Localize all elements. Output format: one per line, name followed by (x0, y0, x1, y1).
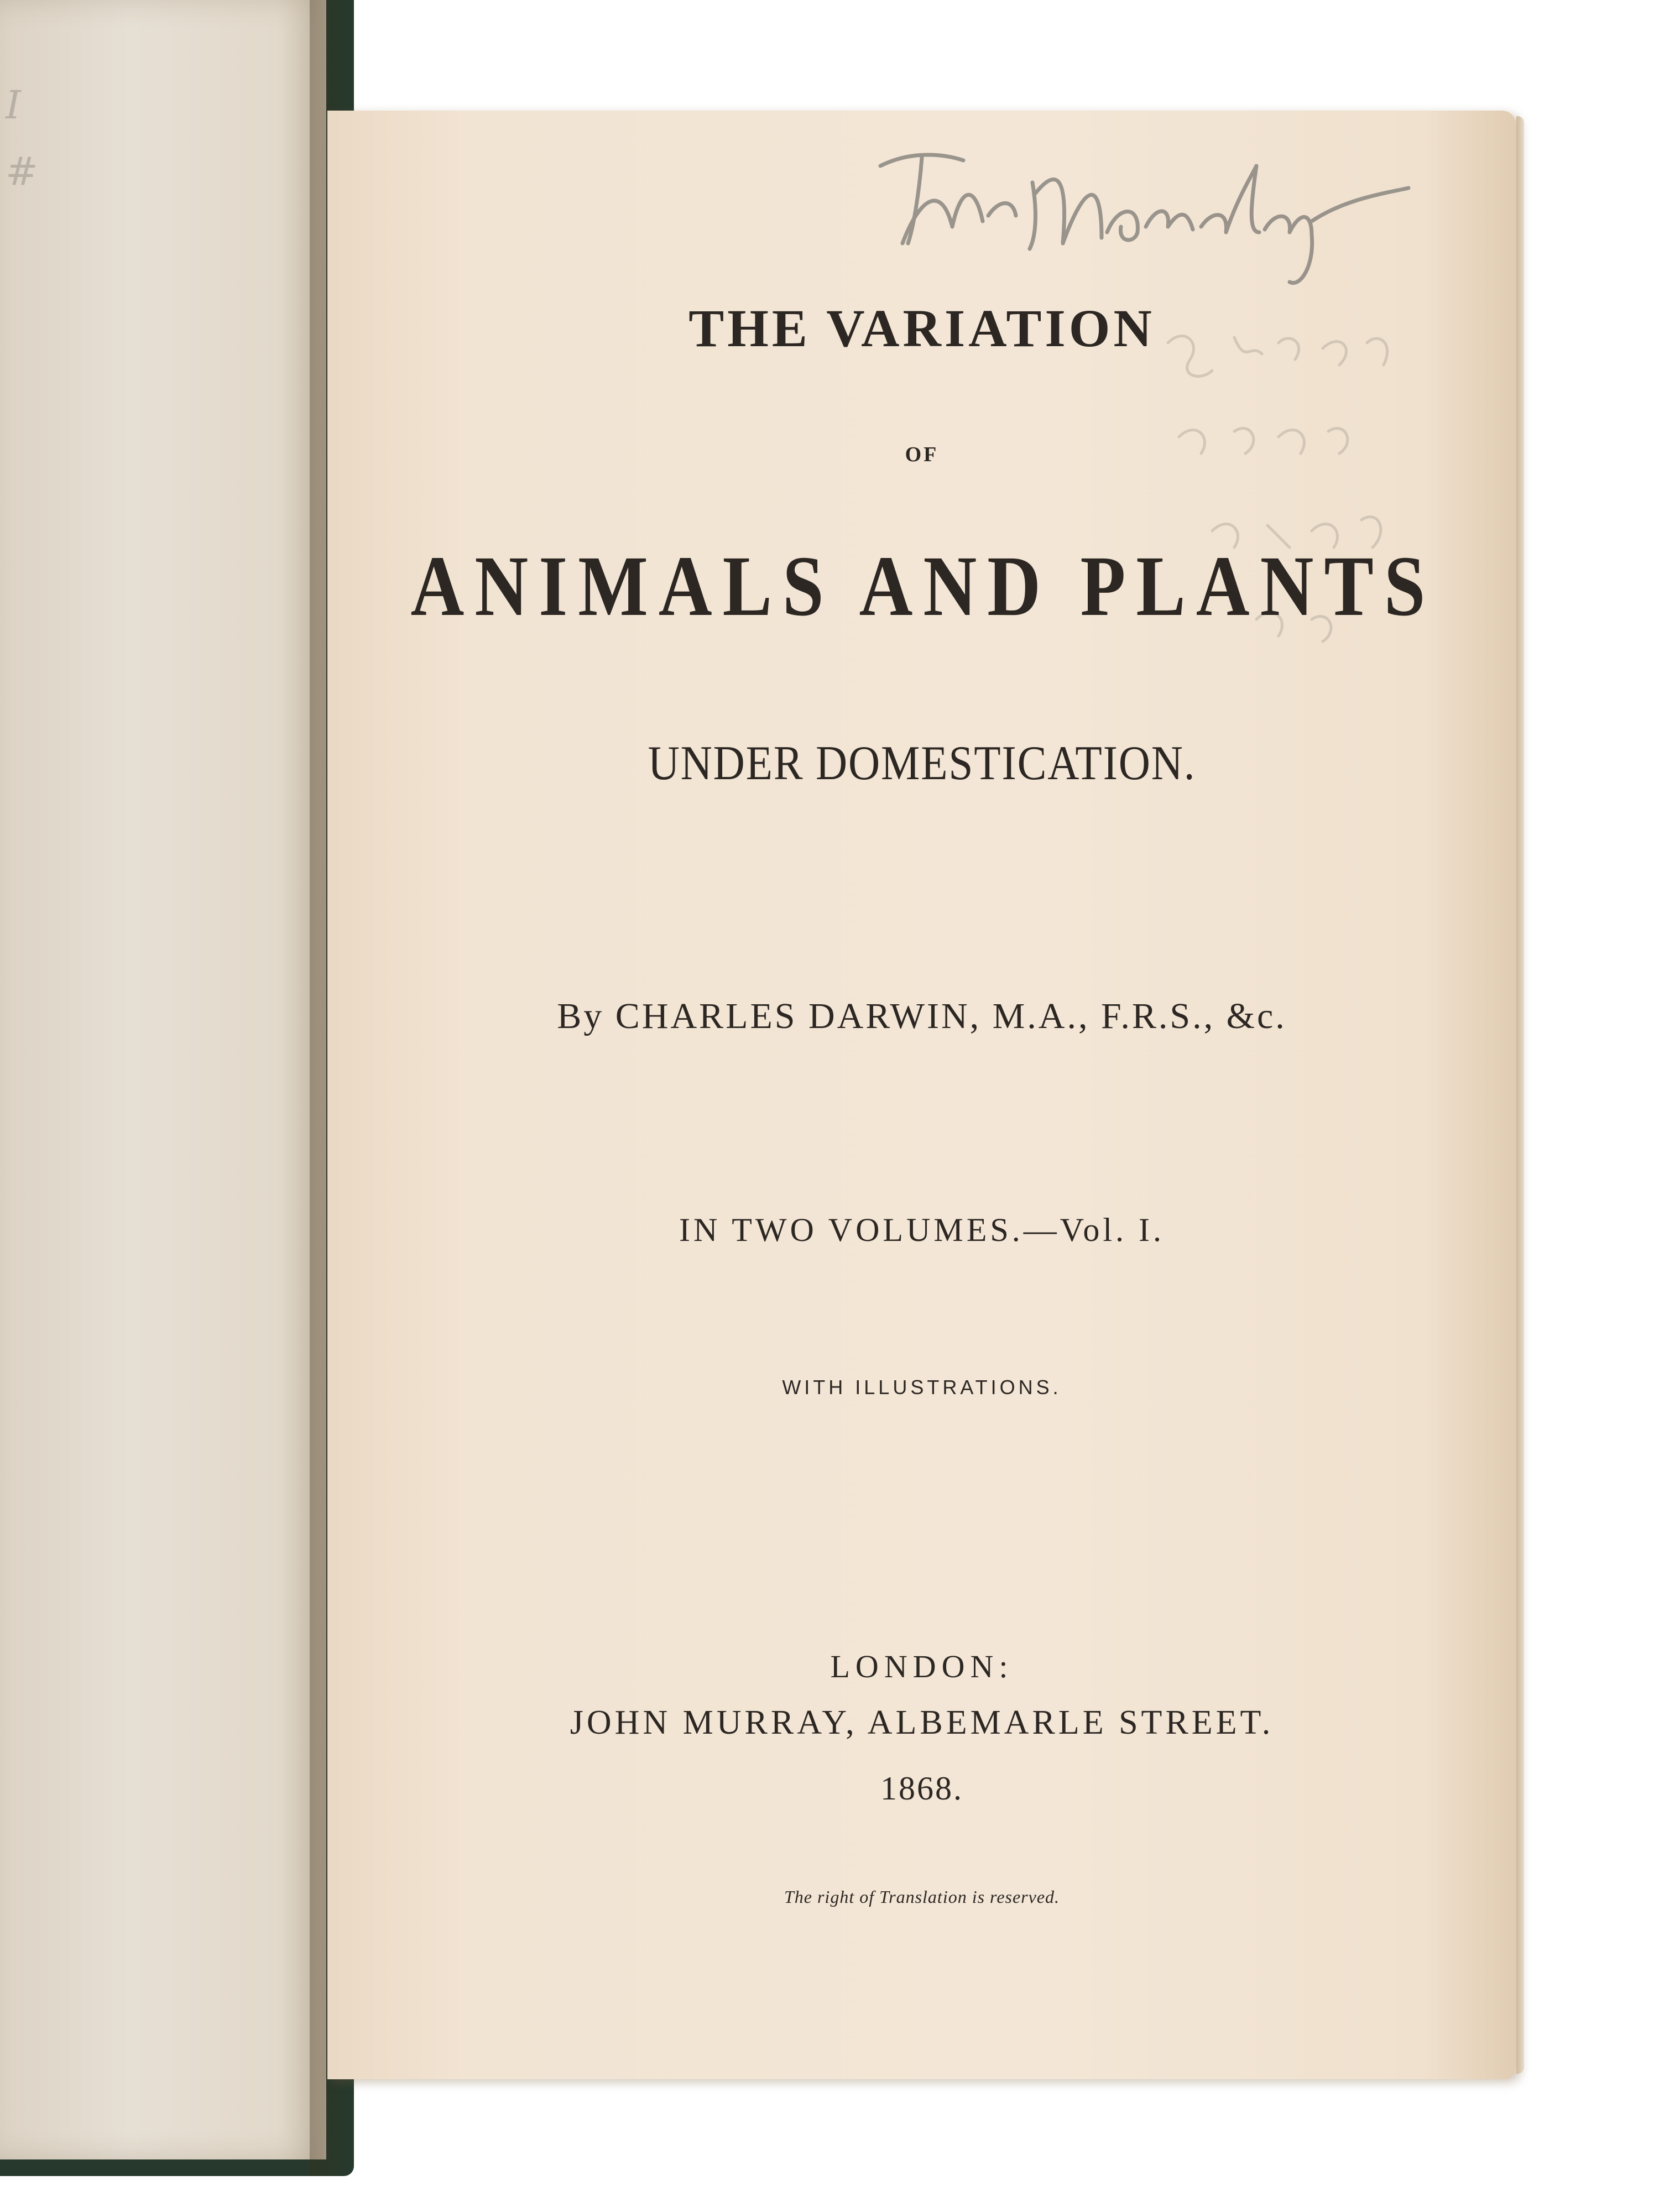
title-line: THE VARIATION (688, 299, 1155, 358)
main-title: ANIMALS AND PLANTS (410, 538, 1436, 634)
pencil-mark: # (6, 149, 38, 194)
subtitle: UNDER DOMESTICATION. (648, 737, 1196, 790)
volumes-line: IN TWO VOLUMES.—Vol. I. (679, 1212, 1165, 1248)
title-of: OF (905, 443, 939, 466)
ownership-signature (869, 133, 1422, 299)
imprint-publisher: JOHN MURRAY, ALBEMARLE STREET. (570, 1704, 1274, 1741)
left-pencil-marks (6, 72, 38, 205)
imprint-city: LONDON: (830, 1648, 1014, 1684)
pencil-mark: I (6, 82, 21, 128)
rights-notice: The right of Translation is reserved. (784, 1887, 1060, 1907)
imprint-year: 1868. (880, 1770, 963, 1807)
illustrations-line: WITH ILLUSTRATIONS. (782, 1376, 1062, 1399)
title-page (327, 111, 1516, 2079)
author-line: By CHARLES DARWIN, M.A., F.R.S., &c. (557, 996, 1287, 1036)
page-edge (1516, 116, 1524, 2074)
left-endpaper (0, 0, 326, 2159)
